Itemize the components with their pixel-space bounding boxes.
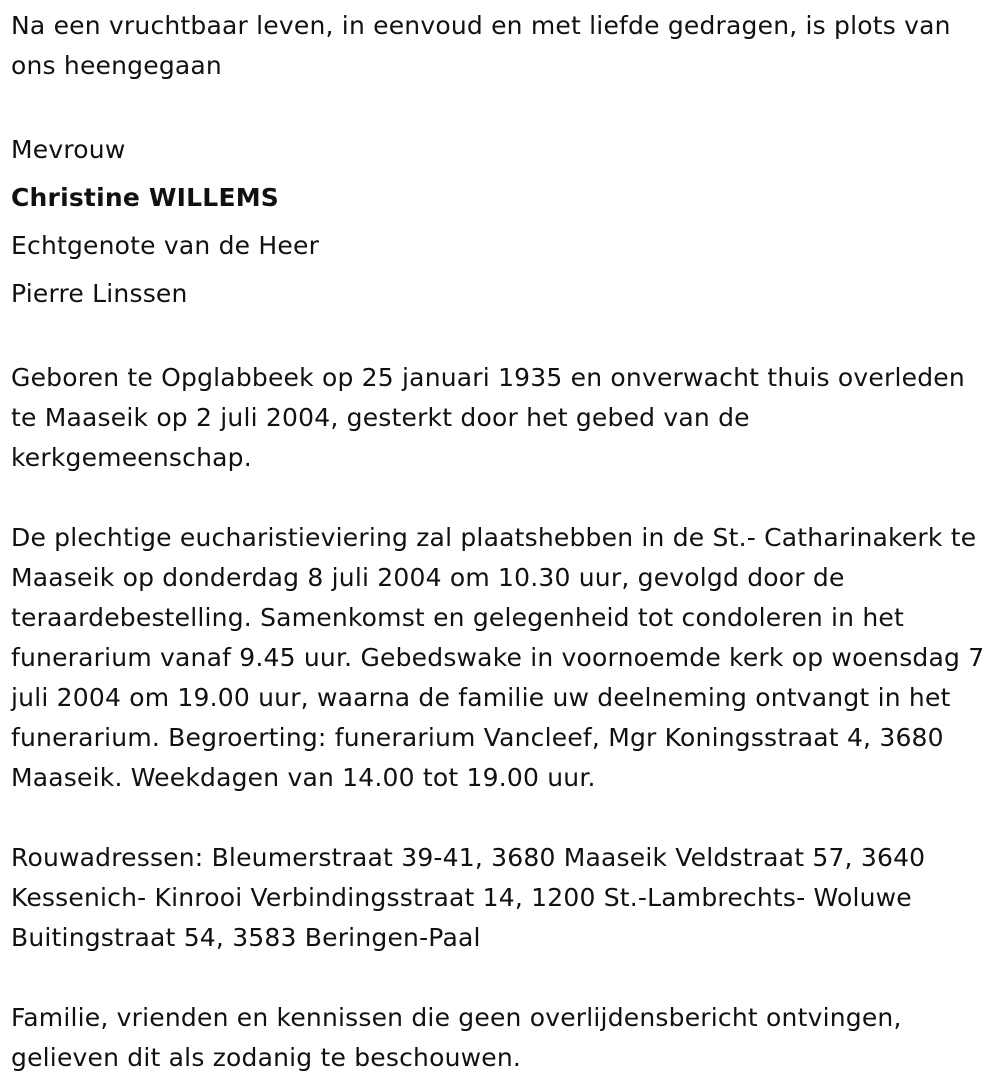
closing-paragraph: Familie, vrienden en kennissen die geen overlijdensbericht ontvingen, gelieven dit als zodanig te beschouwen. bbox=[11, 1003, 902, 1072]
spacer bbox=[11, 478, 996, 518]
spouse-name: Pierre Linssen bbox=[11, 279, 188, 308]
spacer bbox=[11, 318, 996, 358]
spacer bbox=[11, 86, 996, 126]
relation-line: Echtgenote van de Heer bbox=[11, 231, 320, 260]
birth-death-paragraph: Geboren te Opglabbeek op 25 januari 1935 en onverwacht thuis overleden te Maaseik op 2 juli 2004, gesterkt door het gebed van de kerkgemeenschap. bbox=[11, 363, 965, 472]
spacer bbox=[11, 958, 996, 998]
deceased-name: Christine WILLEMS bbox=[11, 183, 279, 212]
salutation: Mevrouw bbox=[11, 135, 126, 164]
obituary-document bbox=[11, 6, 996, 1078]
intro-paragraph: Na een vruchtbaar leven, in eenvoud en met liefde gedragen, is plots van ons heengegaan bbox=[11, 11, 951, 80]
ceremony-paragraph: De plechtige eucharistieviering zal plaatshebben in de St.- Catharinakerk te Maaseik op donderdag 8 juli 2004 om 10.30 uur, gevolgd door de teraardebestelling. Samenkomst en gelegenheid tot condoleren in het funerarium vanaf 9.45 uur. Gebedswake in voornoemde kerk op woensdag 7 juli 2004 om 19.00 uur, waarna de familie uw deelneming ontvangt in het funerarium. Begroerting: funerarium Vancleef, Mgr Koningsstraat 4, 3680 Maaseik. Weekdagen van 14.00 tot 19.00 uur. bbox=[11, 523, 985, 792]
addresses-paragraph: Rouwadressen: Bleumerstraat 39-41, 3680 Maaseik Veldstraat 57, 3640 Kessenich- Kinrooi Verbindingsstraat 14, 1200 St.-Lambrechts- Woluwe Buitingstraat 54, 3583 Beringen-Paal bbox=[11, 843, 926, 952]
spacer bbox=[11, 798, 996, 838]
